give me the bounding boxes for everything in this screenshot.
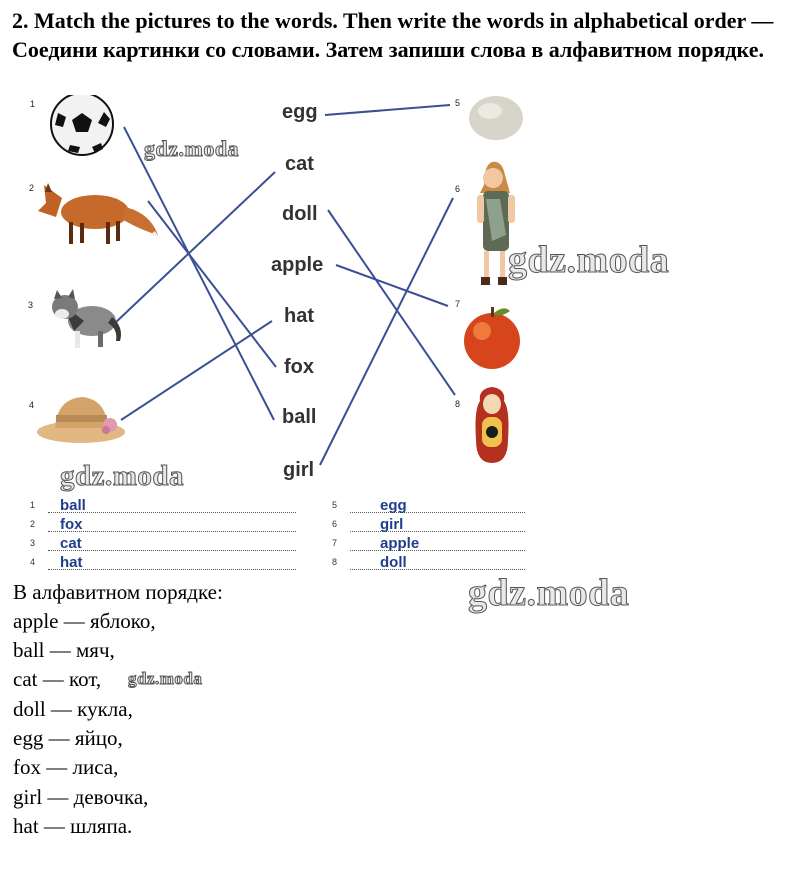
picture-number: 5 — [455, 98, 461, 108]
word-egg: egg — [282, 101, 318, 123]
answer-row — [332, 554, 532, 572]
alphabetical-item: egg — яйцо, — [13, 726, 123, 750]
alphabetical-item: fox — лиса, — [13, 755, 119, 779]
alphabetical-heading: В алфавитном порядке: — [13, 580, 223, 604]
answer-word: doll — [380, 554, 407, 571]
word-ball: ball — [282, 406, 317, 428]
picture-number: 4 — [29, 400, 35, 410]
word-girl: girl — [283, 459, 315, 481]
answer-row — [30, 535, 300, 553]
word-doll: doll — [282, 203, 318, 225]
word-hat: hat — [284, 305, 314, 327]
watermark: gdz.moda — [468, 572, 630, 614]
word-cat: cat — [285, 153, 314, 175]
picture-number: 1 — [30, 99, 36, 109]
cat-picture — [52, 289, 121, 348]
watermark: gdz.moda — [60, 460, 185, 492]
answer-number: 6 — [332, 519, 338, 529]
answer-word: girl — [380, 516, 404, 533]
answer-word: hat — [60, 554, 83, 571]
dotted-line — [350, 512, 525, 513]
alphabetical-item: apple — яблоко, — [13, 609, 156, 633]
ball-picture — [51, 95, 113, 155]
answer-number: 2 — [30, 519, 36, 529]
answer-row — [332, 516, 532, 534]
dotted-line — [48, 569, 296, 570]
answer-word: ball — [60, 497, 86, 514]
task-title: 2. Match the pictures to the words. Then write the words in alphabetical order — Соедини картинки со словами. Затем запиши слова в алфавитном порядке. — [12, 8, 774, 62]
answer-number: 1 — [30, 500, 36, 510]
answer-row — [332, 535, 532, 553]
doll-picture — [476, 387, 509, 463]
match-line-egg — [325, 105, 450, 115]
watermark: gdz.moda — [144, 136, 240, 161]
alphabetical-item: girl — девочка, — [13, 785, 149, 809]
egg-picture — [469, 96, 523, 140]
match-line-ball — [124, 127, 274, 420]
answer-number: 5 — [332, 500, 338, 510]
picture-number: 7 — [455, 299, 461, 309]
picture-number: 2 — [29, 183, 35, 193]
answer-word: egg — [380, 497, 407, 514]
answer-number: 4 — [30, 557, 36, 567]
answer-lines — [0, 497, 600, 577]
watermark: gdz.moda — [128, 669, 203, 688]
apple-picture — [464, 307, 520, 369]
picture-number: 3 — [28, 300, 34, 310]
watermark: gdz.moda — [508, 239, 670, 281]
alphabetical-item: cat — кот, — [13, 667, 102, 691]
picture-number: 8 — [455, 399, 461, 409]
dotted-line — [48, 531, 296, 532]
dotted-line — [48, 550, 296, 551]
answer-row — [30, 497, 300, 515]
answer-row — [30, 516, 300, 534]
alphabetical-item: ball — мяч, — [13, 638, 115, 662]
answer-row — [332, 497, 532, 515]
answer-word: cat — [60, 535, 82, 552]
dotted-line — [350, 550, 525, 551]
answer-row — [30, 554, 300, 572]
answer-word: fox — [60, 516, 83, 533]
alphabetical-item: doll — кукла, — [13, 697, 133, 721]
dotted-line — [350, 531, 525, 532]
word-fox: fox — [284, 356, 314, 378]
hat-picture — [37, 397, 125, 443]
answer-number: 3 — [30, 538, 36, 548]
answer-word: apple — [380, 535, 420, 552]
alphabetical-item: hat — шляпа. — [13, 814, 133, 838]
fox-picture — [38, 183, 159, 244]
picture-number: 6 — [455, 184, 461, 194]
match-line-girl — [320, 198, 453, 465]
answer-number: 7 — [332, 538, 338, 548]
dotted-line — [350, 569, 525, 570]
match-line-apple — [336, 265, 448, 306]
word-apple: apple — [271, 254, 324, 276]
match-line-fox — [148, 201, 276, 367]
answer-number: 8 — [332, 557, 338, 567]
match-line-cat — [115, 172, 275, 323]
